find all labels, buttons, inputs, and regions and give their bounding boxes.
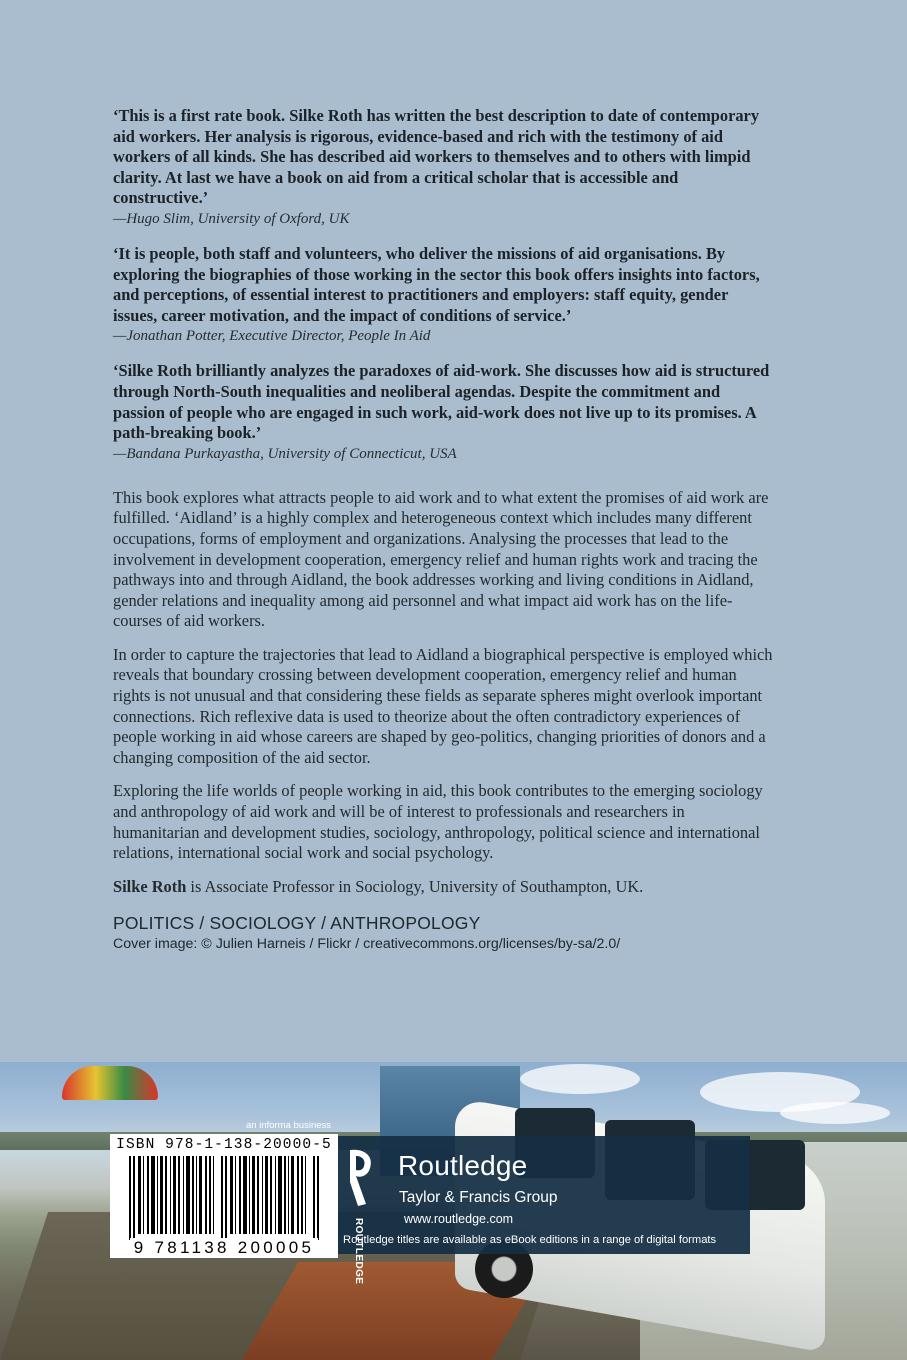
text-column [113,106,773,952]
barcode-bars [121,1156,327,1240]
barcode-digits: 9 781138 200005 [130,1238,319,1258]
cover-image-credit: Cover image: © Julien Harneis / Flickr / creativecommons.org/licenses/by-sa/2.0/ [113,936,621,953]
author-bio-text: is Associate Professor in Sociology, University of Southampton, UK. [186,876,644,896]
publisher-group: Taylor & Francis Group [399,1189,558,1206]
endorsement [113,106,773,229]
description-paragraph: Exploring the life worlds of people working in aid, this book contributes to the emerging sociology and anthropology of aid work and will be of interest to professionals and researchers in humanitarian and development studies, sociology, anthropology, political science and international relations, international social work and social psychology. [113,781,763,863]
routledge-logo-icon [342,1146,378,1216]
endorsement-attribution: —Bandana Purkayastha, University of Connecticut, USA [113,445,457,462]
umbrella [62,1066,158,1100]
subject-categories: POLITICS / SOCIOLOGY / ANTHROPOLOGY [113,913,481,934]
endorsement [113,244,773,346]
author-bio [113,877,773,898]
publisher-url[interactable]: www.routledge.com [404,1212,514,1226]
endorsement-attribution: —Hugo Slim, University of Oxford, UK [113,210,350,227]
endorsement-quote: ‘It is people, both staff and volunteers, who deliver the missions of aid organisations. By exploring the biographies of those working in the sector this book offers insights into factors, and perceptions, of essential interest to practitioners and employers: staff equity, gender issues, career motivation, and the impact of conditions of service.’ [113,243,760,325]
endorsement-attribution: —Jonathan Potter, Executive Director, People In Aid [113,328,431,345]
isbn-number: ISBN 978-1-138-20000-5 [116,1137,332,1153]
ebook-note: Routledge titles are available as eBook editions in a range of digital formats [343,1234,717,1246]
isbn-barcode [110,1134,338,1258]
routledge-spine-label: ROUTLEDGE [353,1218,364,1285]
informa-note: an informa business [246,1120,332,1131]
description-paragraph: This book explores what attracts people to aid work and to what extent the promises of aid work are fulfilled. ‘Aidland’ is a highly complex and heterogeneous context which includes many different occupations, forms of employment and organizations. Analysing the processes that lead to the involvement in development cooperation, emergency relief and human rights work and tracing the pathways into and through Aidland, the book addresses working and living conditions in Aidland, gender relations and inequality among aid personnel and what impact aid work has on the life-courses of aid workers. [113,487,769,631]
endorsement [113,361,773,463]
endorsement-quote: ‘Silke Roth brilliantly analyzes the paradoxes of aid-work. She discusses how aid is structured through North-South inequalities and neoliberal agendas. Despite the commitment and passion of people who are engaged in such work, aid-work does not live up to its promises. A path-breaking book.’ [113,361,770,443]
publisher-box [338,1136,750,1285]
publisher-name: Routledge [398,1150,528,1181]
description-paragraph: In order to capture the trajectories that lead to Aidland a biographical perspective is employed which reveals that boundary crossing between development cooperation, emergency relief and human rights is not unusual and that considering these fields as separate spheres might overlook important connections. Rich reflexive data is used to theorize about the often contradictory experiences of people working in aid whose careers are shaped by geo-politics, changing priorities of donors and a changing composition of the aid sector. [113,644,773,767]
author-name: Silke Roth [113,876,187,896]
endorsement-quote: ‘This is a first rate book. Silke Roth has written the best description to date of contemporary aid workers. Her analysis is rigorous, evidence-based and rich with the testimony of aid workers of all kinds. She has described aid workers to themselves and to others with limpid clarity. At last we have a book on aid from a critical scholar that is accessible and constructive.’ [113,106,760,208]
